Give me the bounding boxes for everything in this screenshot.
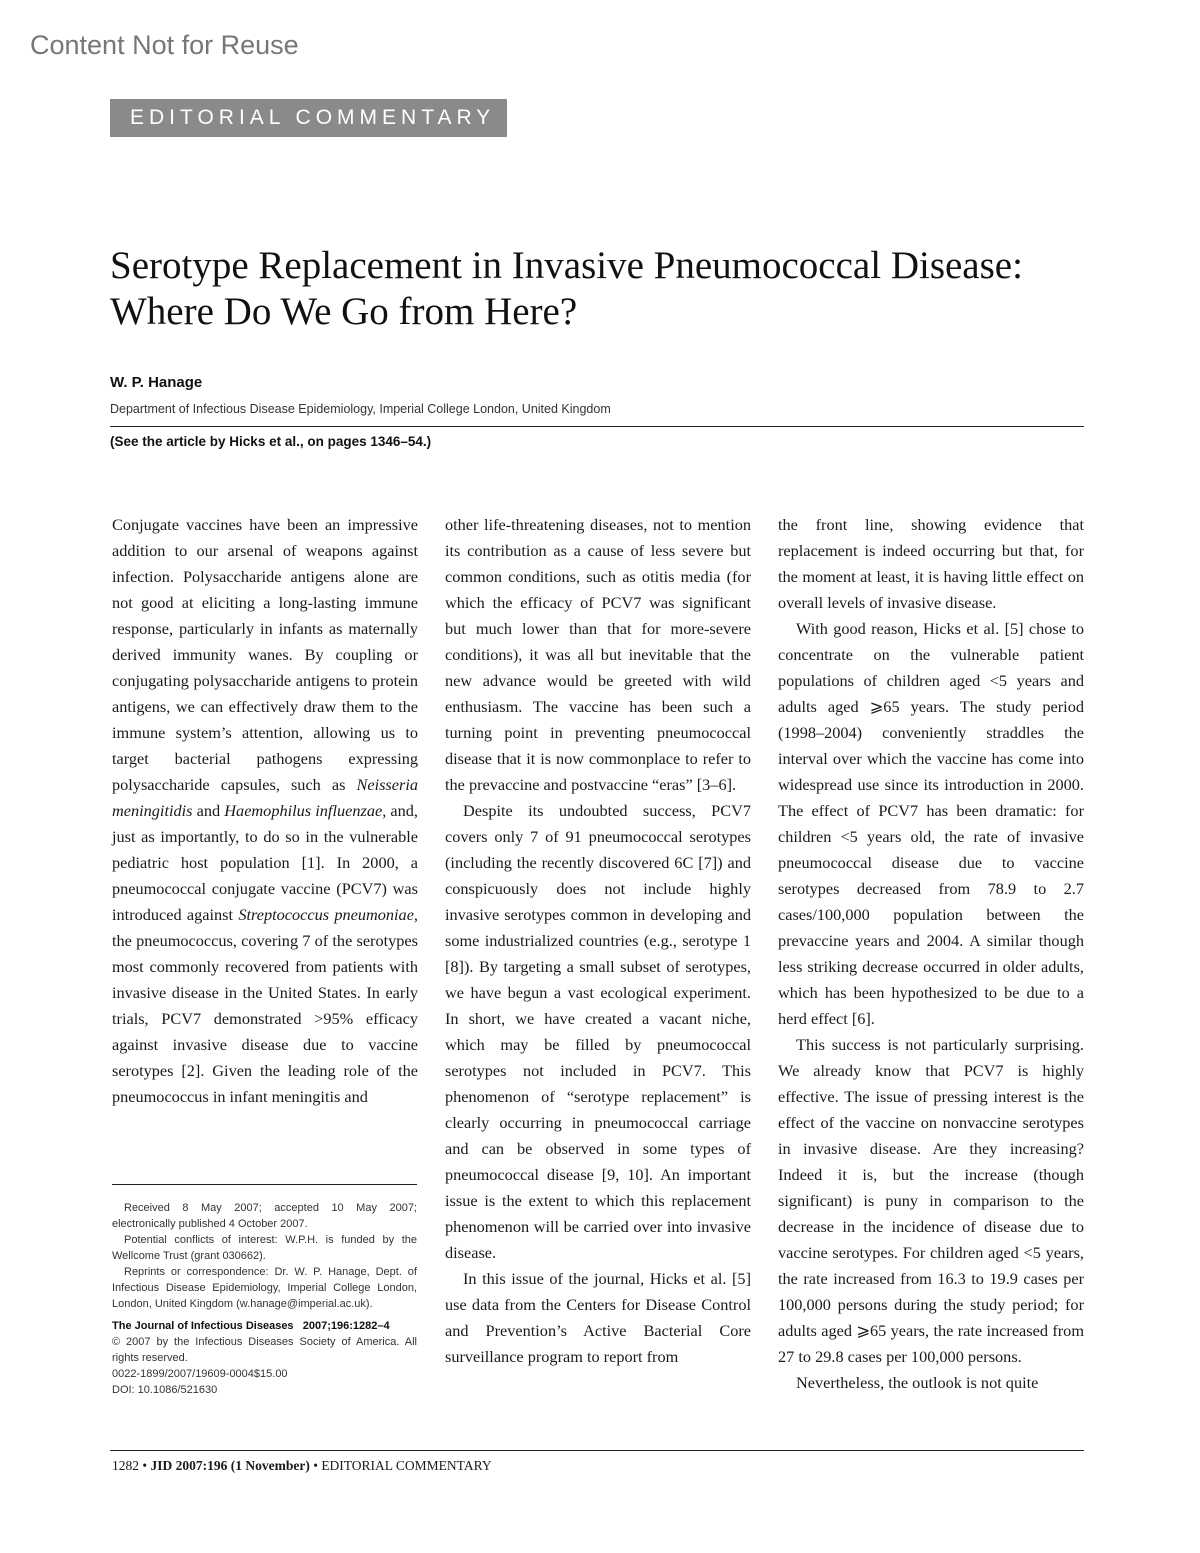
author-affiliation: Department of Infectious Disease Epidemiology, Imperial College London, United Kingdom — [110, 402, 611, 416]
folio-separator: • — [309, 1458, 322, 1473]
body-column-2 — [445, 512, 751, 1370]
folio-separator: • — [139, 1458, 151, 1473]
body-paragraph: other life-threatening diseases, not to mention its contribution as a cause of less severe but common conditions, such as otitis media (for which the efficacy of PCV7 was significant but much lower than that for more-severe conditions), it was all but inevitable that the new advance would be greeted with wild enthusiasm. The vaccine has been such a turning point in preventing pneumococcal disease that it is now commonplace to refer to the prevaccine and postvaccine “eras” [3–6]. — [445, 515, 751, 794]
footnote-copyright: © 2007 by the Infectious Diseases Society of America. All rights reserved. — [112, 1336, 417, 1364]
see-article-note: (See the article by Hicks et al., on pages 1346–54.) — [110, 434, 432, 449]
watermark: Content Not for Reuse — [30, 30, 299, 60]
body-text: and — [192, 801, 225, 820]
italic-term: Streptococcus pneumoniae, — [238, 905, 418, 924]
body-paragraph — [112, 512, 418, 1110]
footnote-reprints: Reprints or correspondence: Dr. W. P. Hanage, Dept. of Infectious Disease Epidemiology, Imperial College London, London, United Kingdom (w.hanage@imperial.ac.uk). — [112, 1266, 417, 1310]
journal-citation: 2007;196:1282–4 — [302, 1320, 390, 1332]
footnote-journal — [112, 1318, 417, 1334]
body-paragraph: With good reason, Hicks et al. [5] chose to concentrate on the vulnerable patient populations of children aged <5 years and adults aged ⩾65 years. The study period (1998–2004) conveniently straddles the interval over which the vaccine has come into widespread use since its introduction in 2000. The effect of PCV7 has been dramatic: for children <5 years old, the rate of invasive pneumococcal disease due to vaccine serotypes decreased from 78.9 to 2.7 cases/100,000 population between the prevaccine years and 2004. A similar though less striking decrease occurred in older adults, which has been hypothesized to be due to a herd effect [6]. — [778, 619, 1084, 1028]
journal-name: The Journal of Infectious Diseases — [112, 1320, 294, 1332]
body-column-3 — [778, 512, 1084, 1396]
italic-term: Haemophilus influenzae, — [224, 801, 387, 820]
footnote-doi: DOI: 10.1086/521630 — [112, 1384, 218, 1396]
footnote-received: Received 8 May 2007; accepted 10 May 2007; electronically published 4 October 2007. — [112, 1202, 417, 1230]
title-line-1: Serotype Replacement in Invasive Pneumococcal Disease: — [110, 244, 1023, 287]
article-footnotes — [112, 1200, 417, 1398]
journal-issue: JID 2007:196 (1 November) — [150, 1458, 310, 1473]
article-title — [110, 243, 1090, 335]
italic-term: Neisseria meningitidis — [112, 775, 418, 820]
body-paragraph: This success is not particularly surprising. We already know that PCV7 is highly effective. The issue of pressing interest is the effect of the vaccine on nonvaccine serotypes in invasive disease. Are they increasing? Indeed it is, but the increase (though significant) is puny in comparison to the decrease in the incidence of disease due to vaccine serotypes. For children aged <5 years, the rate increased from 16.3 to 19.9 cases per 100,000 persons during the study period; for adults aged ⩾65 years, the rate increased from 27 to 29.8 cases per 100,000 persons. — [778, 1035, 1084, 1366]
footnote-rule — [112, 1184, 417, 1185]
section-banner: EDITORIAL COMMENTARY — [110, 99, 507, 137]
body-column-1 — [112, 512, 418, 1110]
footer-section: EDITORIAL COMMENTARY — [321, 1458, 492, 1473]
body-paragraph: Despite its undoubted success, PCV7 covers only 7 of 91 pneumococcal serotypes (including the recently discovered 6C [7]) and conspicuously does not include highly invasive serotypes common in developing and some industrialized countries (e.g., serotype 1 [8]). By targeting a small subset of serotypes, we have begun a vast ecological experiment. In short, we have created a vacant niche, which may be filled by pneumococcal serotypes not included in PCV7. This phenomenon of “serotype replacement” is clearly occurring in pneumococcal carriage and can be observed in some types of pneumococcal disease [9, 10]. An important issue is the extent to which this replacement phenomenon will be carried over into invasive disease. — [445, 801, 751, 1262]
body-paragraph: In this issue of the journal, Hicks et al. [5] use data from the Centers for Disease Control and Prevention’s Active Bacterial Core surveillance program to report from — [445, 1269, 751, 1366]
body-text: Conjugate vaccines have been an impressive addition to our arsenal of weapons against infection. Polysaccharide antigens alone are not good at eliciting a long-lasting immune response, particularly in infants as maternally derived immunity wanes. By coupling or conjugating polysaccharide antigens to protein antigens, we can effectively draw them to the immune system’s attention, allowing us to target bacterial pathogens expressing polysaccharide capsules, such as — [112, 515, 418, 794]
page-number: 1282 — [112, 1458, 139, 1473]
page-footer — [112, 1458, 492, 1474]
footnote-conflicts: Potential conflicts of interest: W.P.H. is funded by the Wellcome Trust (grant 030662). — [112, 1234, 417, 1262]
footnote-issn: 0022-1899/2007/19609-0004$15.00 — [112, 1368, 288, 1380]
author-name: W. P. Hanage — [110, 374, 203, 391]
body-text: the pneumococcus, covering 7 of the serotypes most commonly recovered from patients with invasive disease in the United States. In early trials, PCV7 demonstrated >95% efficacy against invasive disease due to vaccine serotypes [2]. Given the leading role of the pneumococcus in infant meningitis and — [112, 931, 418, 1106]
title-line-2: Where Do We Go from Here? — [110, 290, 578, 333]
body-text: and, just as importantly, to do so in the vulnerable pediatric host population [1]. In 2000, a pneumococcal conjugate vaccine (PCV7) was introduced against — [112, 801, 418, 924]
header-rule — [110, 426, 1084, 427]
body-paragraph: Nevertheless, the outlook is not quite — [796, 1373, 1039, 1392]
footer-rule — [110, 1450, 1084, 1451]
body-paragraph: the front line, showing evidence that replacement is indeed occurring but that, for the moment at least, it is having little effect on overall levels of invasive disease. — [778, 515, 1084, 612]
